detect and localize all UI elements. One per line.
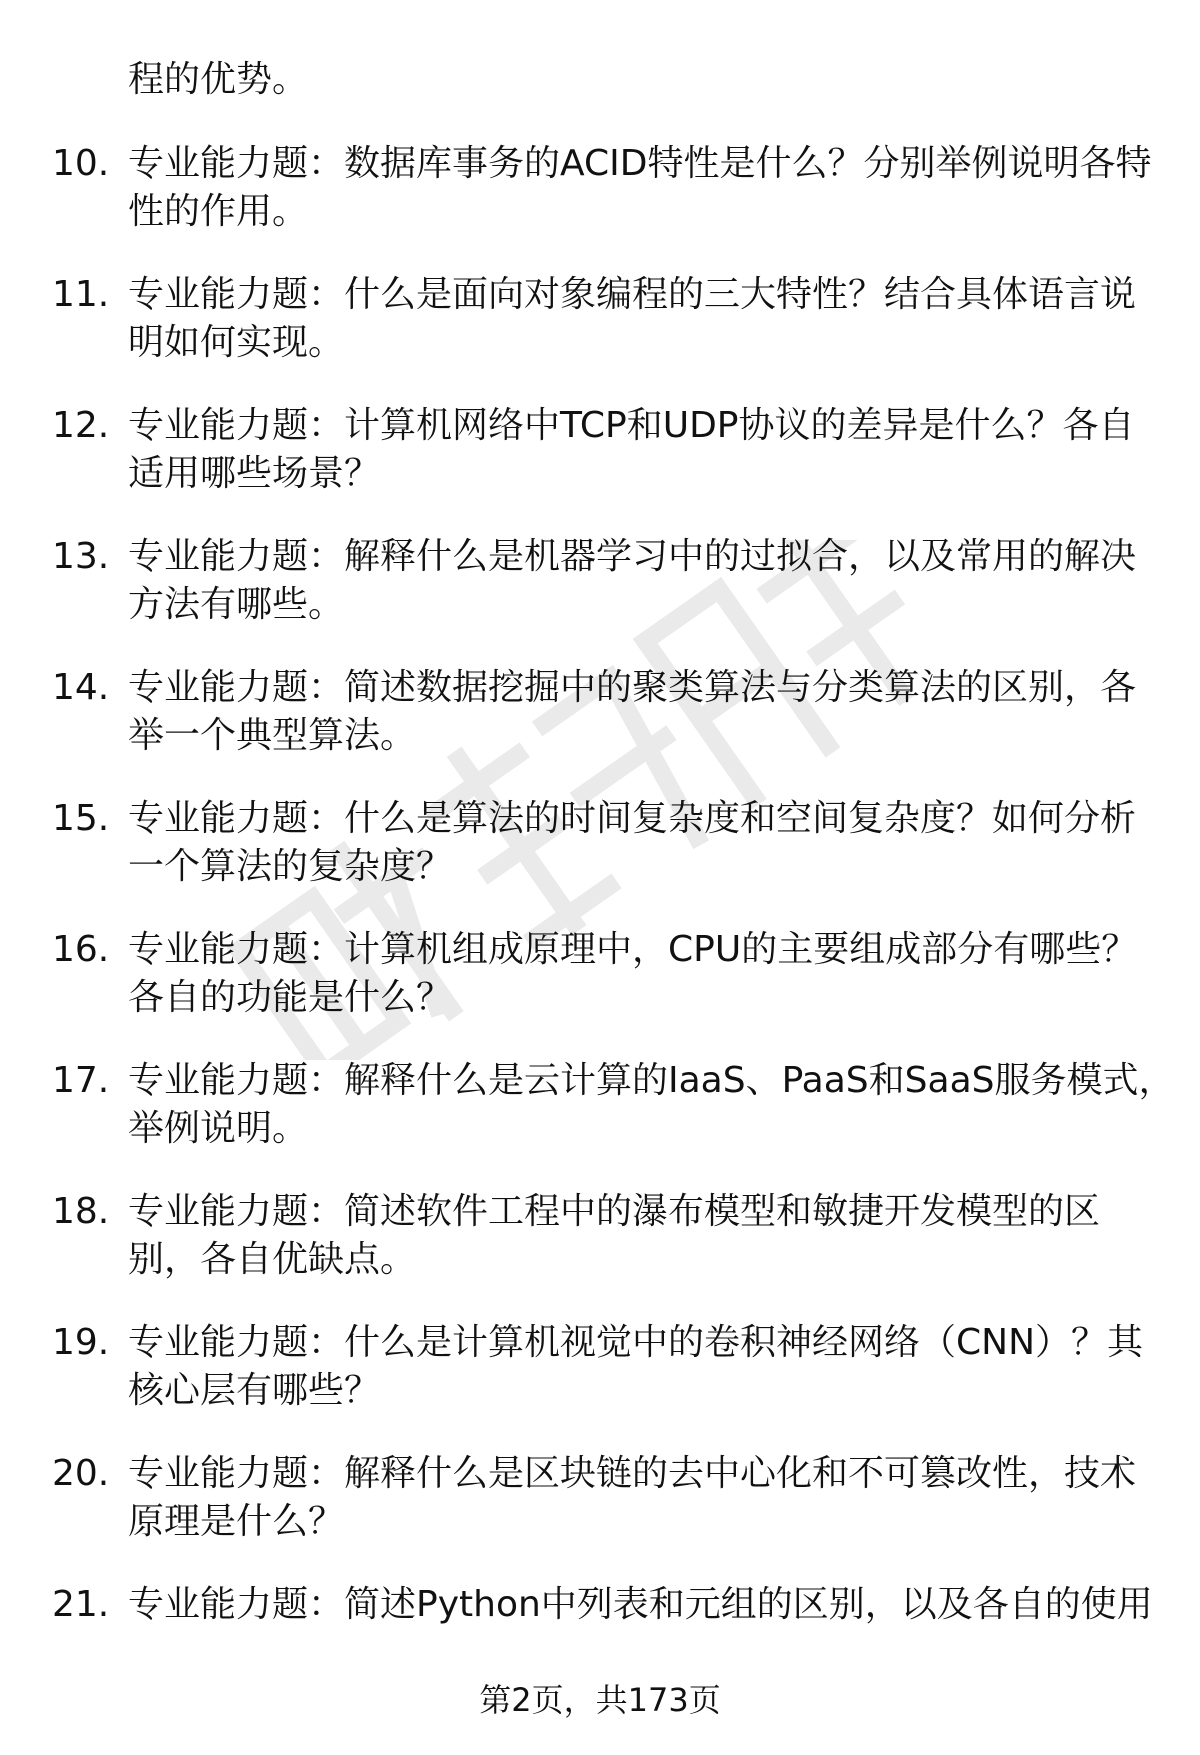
question-text-line: 核心层有哪些？ xyxy=(128,1370,381,1411)
question-number: 15. xyxy=(52,798,110,839)
question-text xyxy=(128,1319,1158,1415)
question-item xyxy=(0,533,1200,664)
question-list xyxy=(0,140,1200,1712)
continued-text-line: 程的优势。 xyxy=(128,59,309,100)
question-text-line: 专业能力题：解释什么是机器学习中的过拟合，以及常用的解决 xyxy=(128,536,1137,577)
question-number: 20. xyxy=(52,1453,110,1494)
question-text xyxy=(128,1057,1175,1153)
question-number: 17. xyxy=(52,1060,110,1101)
question-text-line: 专业能力题：计算机网络中TCP和UDP协议的差异是什么？各自 xyxy=(128,405,1135,446)
question-text xyxy=(128,1450,1158,1546)
question-text-line: 举一个典型算法。 xyxy=(128,715,417,756)
question-text-line: 方法有哪些。 xyxy=(128,584,345,625)
question-text xyxy=(128,1188,1158,1284)
question-text xyxy=(128,664,1158,760)
question-text-line: 举例说明。 xyxy=(128,1108,309,1149)
question-text-line: 专业能力题：什么是算法的时间复杂度和空间复杂度？如何分析 xyxy=(128,798,1137,839)
question-number: 21. xyxy=(52,1584,110,1625)
question-text xyxy=(128,533,1158,629)
question-item xyxy=(0,795,1200,926)
question-item xyxy=(0,1188,1200,1319)
question-text xyxy=(128,140,1158,236)
question-text-line: 专业能力题：简述数据挖掘中的聚类算法与分类算法的区别，各 xyxy=(128,667,1137,708)
question-text-line: 一个算法的复杂度？ xyxy=(128,846,453,887)
question-text-line: 各自的功能是什么？ xyxy=(128,977,453,1018)
question-number: 16. xyxy=(52,929,110,970)
question-text-line: 原理是什么？ xyxy=(128,1501,345,1542)
question-text-line: 明如何实现。 xyxy=(128,322,345,363)
question-number: 14. xyxy=(52,667,110,708)
question-item xyxy=(0,140,1200,271)
question-item xyxy=(0,402,1200,533)
question-text-line: 专业能力题：简述软件工程中的瀑布模型和敏捷开发模型的区 xyxy=(128,1191,1101,1232)
question-text xyxy=(128,271,1158,367)
question-item xyxy=(0,664,1200,795)
question-item xyxy=(0,1057,1200,1188)
question-text-line: 专业能力题：什么是计算机视觉中的卷积神经网络（CNN）？其 xyxy=(128,1322,1143,1363)
question-item xyxy=(0,1319,1200,1450)
question-text-line: 性的作用。 xyxy=(128,191,309,232)
question-text-line: 专业能力题：计算机组成原理中，CPU的主要组成部分有哪些？ xyxy=(128,929,1138,970)
question-number: 13. xyxy=(52,536,110,577)
question-text-line: 专业能力题：简述Python中列表和元组的区别，以及各自的使用 xyxy=(128,1584,1153,1625)
question-text-line: 专业能力题：什么是面向对象编程的三大特性？结合具体语言说 xyxy=(128,274,1137,315)
question-text xyxy=(128,795,1158,891)
question-number: 18. xyxy=(52,1191,110,1232)
question-text-line: 专业能力题：解释什么是云计算的IaaS、PaaS和SaaS服务模式， xyxy=(128,1060,1175,1101)
question-text xyxy=(128,402,1158,498)
question-text xyxy=(128,926,1158,1022)
question-text-line: 别，各自优缺点。 xyxy=(128,1239,417,1280)
question-text-line: 专业能力题：数据库事务的ACID特性是什么？分别举例说明各特 xyxy=(128,143,1152,184)
page-number-footer: 第2页，共173页 xyxy=(479,1681,721,1719)
question-text-line: 专业能力题：解释什么是区块链的去中心化和不可篡改性，技术 xyxy=(128,1453,1137,1494)
question-item xyxy=(0,271,1200,402)
question-number: 11. xyxy=(52,274,110,315)
question-text-line: 适用哪些场景？ xyxy=(128,453,381,494)
question-item xyxy=(0,926,1200,1057)
question-text xyxy=(128,1581,1158,1629)
question-item xyxy=(0,1450,1200,1581)
question-number: 12. xyxy=(52,405,110,446)
question-number: 10. xyxy=(52,143,110,184)
question-number: 19. xyxy=(52,1322,110,1363)
